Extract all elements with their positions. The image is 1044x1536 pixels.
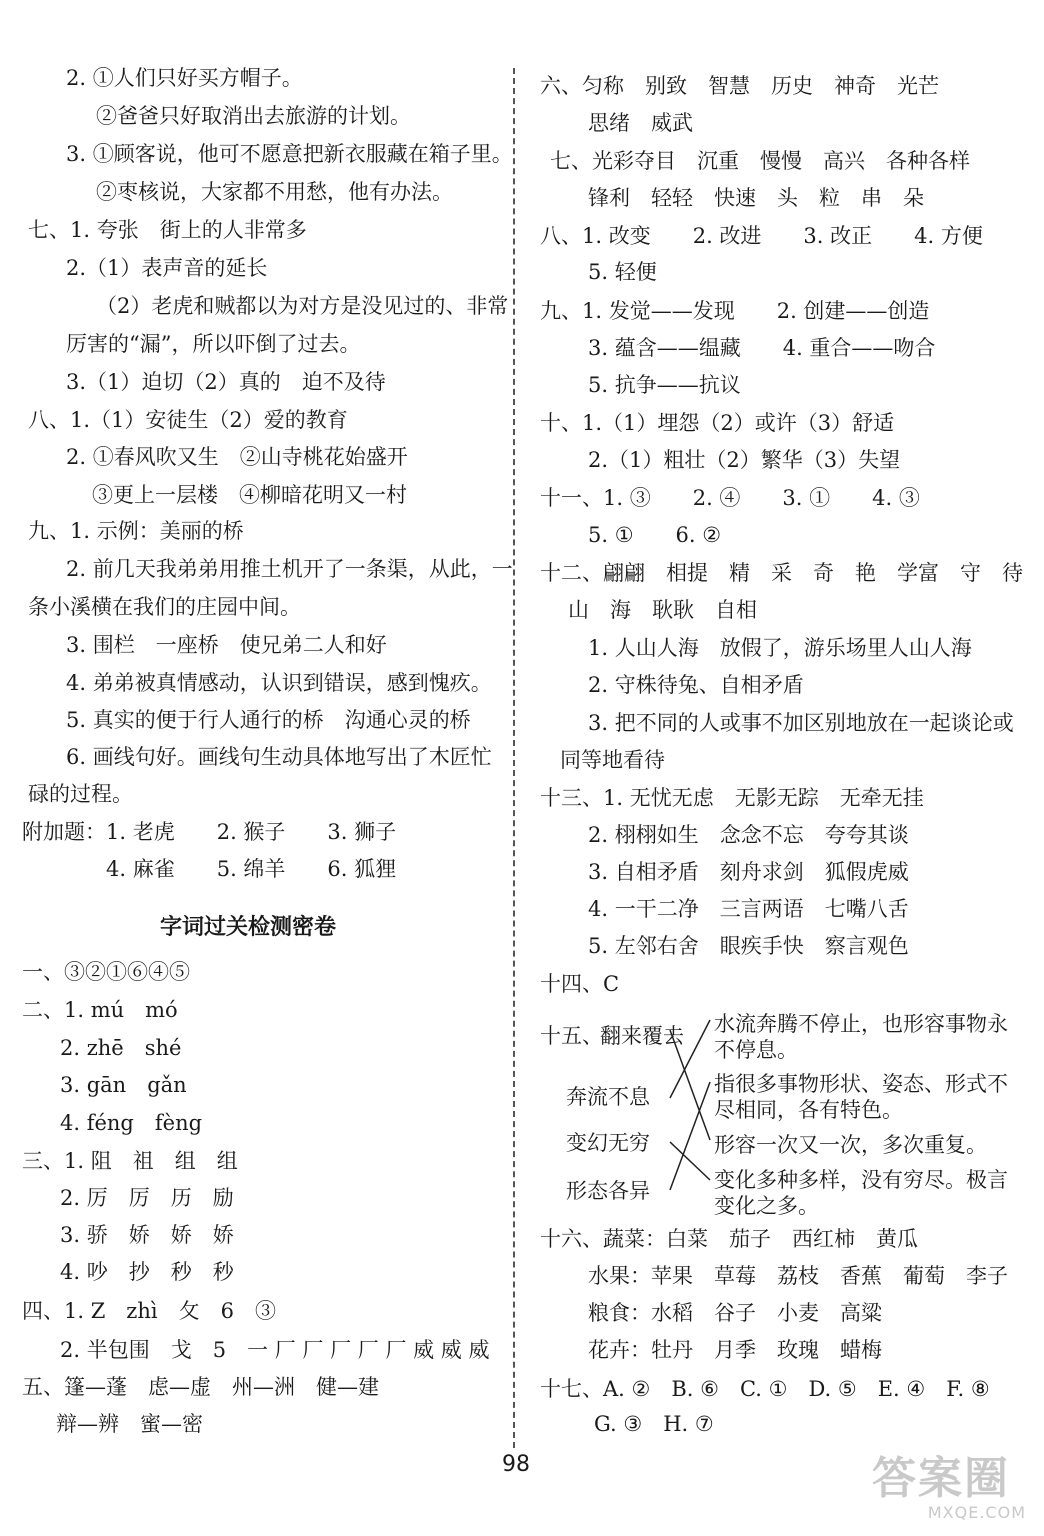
text-line: 3. 骄 娇 娇 娇 [60,1223,234,1247]
text-line: 条小溪横在我们的庄园中间。 [28,595,301,619]
text-line: 4. 麻雀 5. 绵羊 6. 狐狸 [106,857,397,881]
text-line: 厉害的“漏”，所以吓倒了过去。 [66,332,361,356]
matching-right-item: 变化之多。 [714,1194,819,1218]
text-line: 一、③②①⑥④⑤ [22,960,190,984]
text-line: 十七、A. ② B. ⑥ C. ① D. ⑤ E. ④ F. ⑧ [540,1377,990,1401]
text-line: 5. 左邻右舍 眼疾手快 察言观色 [588,934,909,958]
text-line: 4. 弟弟被真情感动，认识到错误，感到愧疚。 [66,671,492,695]
text-line: 2.（1）粗壮（2）繁华（3）失望 [588,448,901,472]
text-line: 3. 围栏 一座桥 使兄弟二人和好 [66,633,387,657]
matching-right-item: 水流奔腾不停止，也形容事物永 [714,1012,1008,1036]
text-line: 2. zhē shé [60,1036,182,1060]
section-title: 字词过关检测密卷 [160,915,337,940]
text-line: 四、1. Z zhì 攵 6 ③ [22,1299,276,1323]
text-line: 2. 前几天我弟弟用推土机开了一条渠，从此，一 [66,557,513,581]
text-line: 九、1. 示例：美丽的桥 [28,519,244,543]
text-line: 粮食：水稻 谷子 小麦 高粱 [588,1301,882,1325]
text-line: 3.（1）迫切（2）真的 迫不及待 [66,370,386,394]
watermark-url: MXQE.COM [927,1503,1026,1522]
text-line: 2. ①人们只好买方帽子。 [66,66,303,90]
text-line: 五、篷—蓬 虑—虚 州—洲 健—建 [22,1375,379,1399]
text-line: 十六、蔬菜：白菜 茄子 西红柿 黄瓜 [540,1227,918,1251]
matching-left-item: 变幻无穷 [566,1131,650,1155]
text-line: 2.（1）表声音的延长 [66,256,268,280]
matching-right-item: 变化多种多样，没有穷尽。极言 [714,1168,1008,1192]
text-line: 3. gān gǎn [60,1073,187,1097]
text-line: 十四、C [540,972,620,996]
matching-right-item: 指很多事物形状、姿态、形式不 [714,1072,1008,1096]
text-line: 水果：苹果 草莓 荔枝 香蕉 葡萄 李子 [588,1264,1008,1288]
text-line: 同等地看待 [560,748,665,772]
text-line: ②枣核说，大家都不用愁，他有办法。 [96,180,453,204]
text-line: ③更上一层楼 ④柳暗花明又一村 [92,483,407,507]
text-line: 2. 栩栩如生 念念不忘 夸夸其谈 [588,823,909,847]
text-line: 附加题：1. 老虎 2. 猴子 3. 狮子 [22,820,397,844]
text-line: 4. 吵 抄 秒 秒 [60,1260,234,1284]
text-line: 三、1. 阻 祖 组 组 [22,1149,238,1173]
text-line: 4. 一干二净 三言两语 七嘴八舌 [588,897,909,921]
text-line: 2. ①春风吹又生 ②山寺桃花始盛开 [66,445,408,469]
text-line: 六、匀称 别致 智慧 历史 神奇 光芒 [540,74,939,98]
matching-left-item: 奔流不息 [566,1085,650,1109]
watermark-text: 答案圈 [872,1453,1010,1504]
text-line: 七、1. 夸张 街上的人非常多 [28,218,307,242]
text-line: 2. 守株待兔、自相矛盾 [588,673,804,697]
text-line: 3. 蕴含——缊藏 4. 重合——吻合 [588,336,936,360]
text-line: 5. ① 6. ② [588,523,722,547]
text-line: 十二、翩翩 相提 精 采 奇 艳 学富 守 待 [540,561,1023,585]
text-line: 3. ①顾客说，他可不愿意把新衣服藏在箱子里。 [66,142,513,166]
text-line: 山 海 耿耿 自相 [568,598,757,622]
matching-right-item: 形容一次又一次，多次重复。 [714,1133,987,1157]
matching-prefix: 十五、 [540,1024,603,1048]
text-line: 八、1. 改变 2. 改进 3. 改正 4. 方便 [540,224,983,248]
text-line: 5. 抗争——抗议 [588,373,741,397]
column-divider [513,68,515,1448]
matching-left-item: 翻来覆去 [600,1024,684,1048]
text-line: ②爸爸只好取消出去旅游的计划。 [96,104,411,128]
text-line: 九、1. 发觉——发现 2. 创建——创造 [540,299,930,323]
text-line: 2. 半包围 戈 5 一 厂 厂 厂 厂 厂 威 威 威 [60,1338,490,1362]
matching-right-item: 不停息。 [714,1038,798,1062]
text-line: 十三、1. 无忧无虑 无影无踪 无牵无挂 [540,786,924,810]
text-line: （2）老虎和贼都以为对方是没见过的、非常 [96,294,509,318]
text-line: 辩—辨 蜜—密 [56,1412,203,1436]
text-line: 碌的过程。 [28,782,133,806]
watermark-logo [872,1455,1032,1529]
text-line: 花卉：牡丹 月季 玫瑰 蜡梅 [588,1338,882,1362]
text-line: 3. 把不同的人或事不加区别地放在一起谈论或 [588,711,1014,735]
text-line: 2. 厉 厉 历 励 [60,1186,234,1210]
text-line: 七、光彩夺目 沉重 慢慢 高兴 各种各样 [550,149,970,173]
text-line: 4. féng fèng [60,1111,203,1135]
matching-left-item: 形态各异 [566,1179,650,1203]
text-line: 6. 画线句好。画线句生动具体地写出了木匠忙 [66,745,492,769]
text-line: 3. 自相矛盾 刻舟求剑 狐假虎威 [588,860,909,884]
text-line: 二、1. mú mó [22,998,178,1022]
text-line: G. ③ H. ⑦ [594,1412,714,1436]
text-line: 5. 真实的便于行人通行的桥 沟通心灵的桥 [66,708,471,732]
text-line: 十一、1. ③ 2. ④ 3. ① 4. ③ [540,486,920,510]
text-line: 锋利 轻轻 快速 头 粒 串 朵 [588,186,924,210]
text-line: 十、1.（1）埋怨（2）或许（3）舒适 [540,411,895,435]
page-number: 98 [502,1452,530,1477]
text-line: 思绪 威武 [588,111,693,135]
text-line: 5. 轻便 [588,260,657,284]
matching-right-item: 尽相同，各有特色。 [714,1098,903,1122]
text-line: 八、1.（1）安徒生（2）爱的教育 [28,408,348,432]
text-line: 1. 人山人海 放假了，游乐场里人山人海 [588,636,972,660]
